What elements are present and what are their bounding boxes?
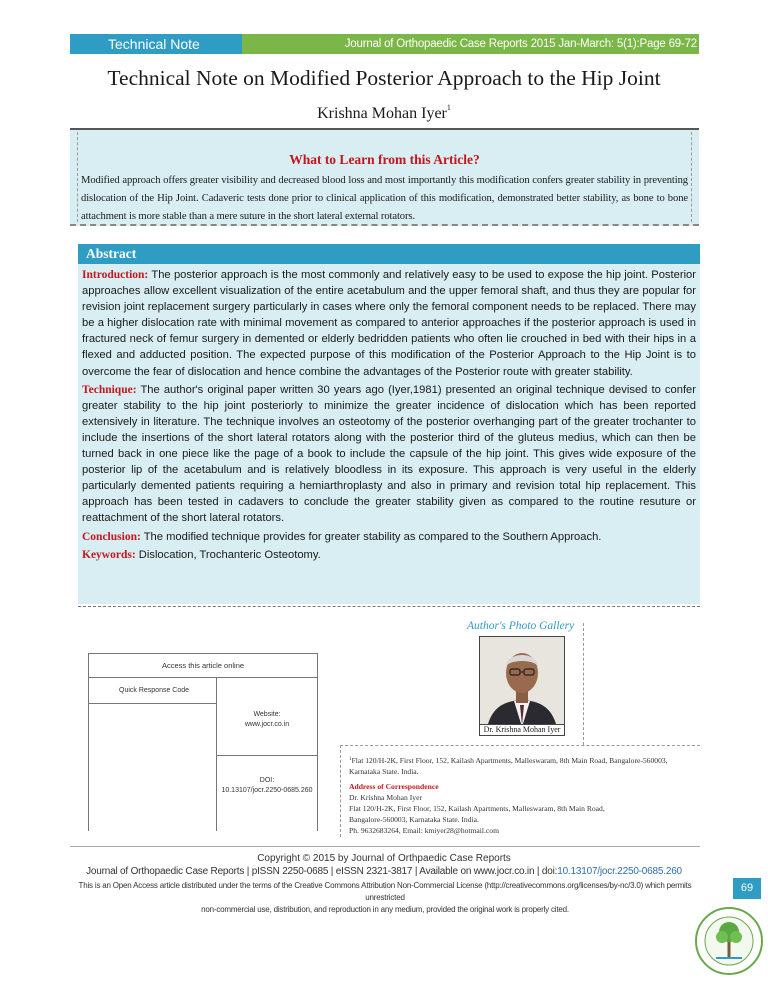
footer-citation-text: Journal of Orthopaedic Case Reports | pISSN 2250-0685 | eISSN 2321-3817 | Available on www.jocr.co.in | doi:: [86, 866, 558, 877]
affiliation-mark: 1: [349, 757, 352, 762]
section-divider: [78, 606, 700, 607]
access-online-box: [88, 653, 318, 831]
introduction-text: The posterior approach is the most commonly and relatively easy to be used to expose the hip joint. Posterior approaches allow excellent visualization of the entire acetabulum and the upper femoral shaft, and thus they are popular for revision joint replacement surgery particularly in cases where only the femoral component needs to be replaced. There may be a higher dislocation rate with minimal movement as compared to anterior approaches if the posterior approach is used in fractured neck of femur surgery in demented or elderly bedridden patients who often lie crouched in bed with their hips in a flexed and adducted position. The expected purpose of this modification of the Posterior Approach to the Hip Joint is to overcome the fear of dislocation and hence combine the advantages of the Posterior route with greater stability.: [82, 269, 697, 378]
header-bar: [70, 34, 699, 54]
license-text: [70, 880, 700, 916]
gallery-divider: [583, 623, 584, 745]
doi-value[interactable]: 10.13107/jocr.2250-0685.260: [221, 787, 313, 794]
abstract-body: [78, 264, 700, 604]
photo-caption: Dr. Krishna Mohan Iyer: [479, 724, 565, 736]
journal-seal-icon: [694, 906, 764, 976]
copyright: Copyright © 2015 by Journal of Orthpaedic Case Reports: [257, 853, 511, 864]
access-heading: Access this article online: [88, 653, 318, 678]
article-title: Technical Note on Modified Posterior Approach to the Hip Joint: [107, 66, 661, 90]
journal-citation: Journal of Orthopaedic Case Reports 2015 Jan-March: 5(1):Page 69-72: [242, 34, 699, 54]
author-line: [0, 103, 768, 123]
abstract-introduction: [82, 267, 696, 380]
article-type-tag: Technical Note: [70, 34, 242, 54]
page-number: 69: [733, 878, 761, 899]
learn-text: Modified approach offers greater visibility and decreased blood loss and most importantly this modification confers greater stability in preventing dislocation of the Hip Joint. Cadaveric tests done prior to clinical application of this modification, demonstrated better stability, as bone to bone attachment is more stable than a mere suture in the short lateral external rotators.: [81, 175, 688, 222]
gallery-label: Author's Photo Gallery: [467, 620, 575, 632]
affiliation: [349, 754, 694, 777]
address-box: [340, 745, 700, 837]
author-name: Krishna Mohan Iyer: [317, 105, 447, 122]
license-line-2: non-commercial use, distribution, and reproduction in any medium, provided the original work is properly cited.: [201, 905, 569, 914]
correspondence-heading: Address of Correspondence: [349, 782, 439, 791]
correspondence-name: Dr. Krishna Mohan Iyer: [349, 793, 422, 802]
correspondence-line1: Flat 120/H-2K, First Floor, 152, Kailash Apartments, Malleswaram, 8th Main Road,: [349, 804, 605, 813]
author-photo: [479, 636, 565, 734]
qr-code-area: [88, 703, 217, 831]
footer-rule: [70, 846, 700, 847]
technique-text: The author's original paper written 30 years ago (Iyer,1981) presented an original technique devised to confer greater stability to the hip joint posteriorly to minimize the greater incidence of dislocation which has been reported extensively in literature. The technique involves an osteotomy of the posterior overhanging part of the greater trochanter to include the insertions of the short lateral rotators along with the posterior third of the gluteus medius, which can then be turned back in one piece like the page of a book to include the capsule of the hip joint. This gives wide exposure of the posterior lip of the acetabulum and is relatively bloodless in its exposure. This approach is very useful in the elderly particularly demented patients requiring a hemiarthroplasty and also in primary and revision total hip replacement. This approach has been tested in cadavers to conclude the greater stability given as compared to the routine resuture or reattachment of the short lateral rotators.: [82, 383, 697, 525]
learn-box-inner: [77, 132, 692, 222]
abstract-keywords: [82, 547, 696, 563]
correspondence-contact: Ph. 9632683264, Email: kmiyer28@hotmail.com: [349, 826, 499, 835]
doi-label: DOI:: [259, 777, 275, 784]
footer-citation: [0, 866, 768, 877]
doi-cell: [217, 756, 318, 831]
footer-doi-link[interactable]: 10.13107/jocr.2250-0685.260: [557, 866, 682, 877]
learn-heading: What to Learn from this Article?: [289, 152, 480, 167]
abstract-conclusion: [82, 529, 696, 545]
qr-code-label: Quick Response Code: [88, 678, 217, 703]
abstract-heading: Abstract: [78, 244, 700, 264]
learn-box: [70, 128, 699, 226]
conclusion-text: The modified technique provides for greater stability as compared to the Southern Approach.: [143, 530, 602, 543]
keywords-label: Keywords:: [82, 548, 136, 561]
keywords-text: Dislocation, Trochanteric Osteotomy.: [138, 548, 321, 561]
conclusion-label: Conclusion:: [82, 530, 141, 543]
author-affiliation-mark: 1: [446, 103, 451, 112]
license-line-1: This is an Open Access article distributed under the terms of the Creative Commons Attribution Non-Commercial License (http://creativecommons.org/licenses/by-nc/3.0) which permits unrestricted: [78, 881, 692, 902]
author-portrait-image: [480, 637, 564, 733]
technique-label: Technique:: [82, 383, 137, 396]
website-label: Website:: [253, 711, 281, 718]
introduction-label: Introduction:: [82, 269, 149, 281]
correspondence-line2: Bangalore-560003, Karnataka State. India.: [349, 815, 479, 824]
website-link[interactable]: www.jocr.co.in: [244, 721, 290, 728]
abstract-technique: [82, 382, 696, 527]
website-cell: [217, 678, 318, 756]
affiliation-text: Flat 120/H-2K, First Floor, 152, Kailash Apartments, Malleswaram, 8th Main Road, Bangalore-560003, Karnataka State. India.: [349, 756, 668, 776]
